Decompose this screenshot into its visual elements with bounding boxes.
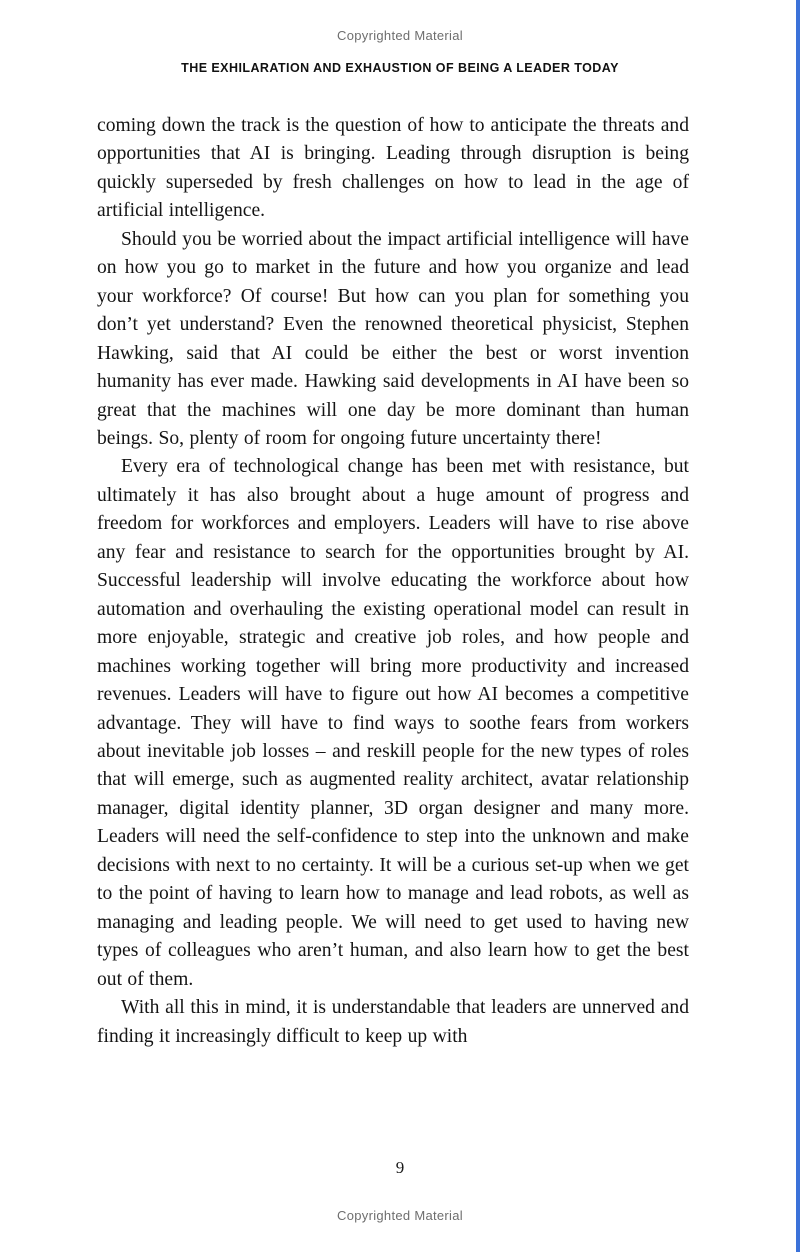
copyright-notice-bottom: Copyrighted Material	[337, 1208, 463, 1223]
paragraph: coming down the track is the question of how to anticipate the threats and opportunities that AI is bringing. Leading through disruption is being quickly superseded by fresh challenges on how to lead in the age of artificial intelligence.	[97, 115, 689, 222]
page-edge-bar	[796, 0, 800, 1252]
running-header: THE EXHILARATION AND EXHAUSTION OF BEING A LEADER TODAY	[181, 61, 619, 75]
page-number: 9	[395, 1158, 405, 1177]
page-body	[97, 112, 689, 1051]
copyright-notice-top: Copyrighted Material	[337, 28, 463, 43]
paragraph: Every era of technological change has been met with resistance, but ultimately it has also brought about a huge amount of progress and freedom for workforces and employers. Leaders will have to rise above any fear and resistance to search for the opportunities brought by AI. Successful leadership will involve educating the workforce about how automation and overhauling the existing operational model can result in more enjoyable, strategic and creative job roles, and how people and machines working together will bring more productivity and increased revenues. Leaders will have to figure out how AI becomes a competitive advantage. They will have to find ways to soothe fears from workers about inevitable job losses – and reskill people for the new types of roles that will emerge, such as augmented reality architect, avatar relationship manager, digital identity planner, 3D organ designer and many more. Leaders will need the self-confidence to step into the unknown and make decisions with next to no certainty. It will be a curious set-up when we get to the point of having to learn how to manage and lead robots, as well as managing and leading people. We will need to get used to having new types of colleagues who aren’t human, and also learn how to get the best out of them.	[97, 456, 689, 990]
paragraph: With all this in mind, it is understandable that leaders are unnerved and finding it increasingly difficult to keep up with	[97, 997, 689, 1047]
paragraph: Should you be worried about the impact artificial intelligence will have on how you go to market in the future and how you organize and lead your workforce? Of course! But how can you plan for something you don’t yet understand? Even the renowned theoretical physicist, Stephen Hawking, said that AI could be either the best or worst invention humanity has ever made. Hawking said developments in AI have been so great that the machines will one day be more dominant than human beings. So, plenty of room for ongoing future uncertainty there!	[97, 228, 689, 449]
